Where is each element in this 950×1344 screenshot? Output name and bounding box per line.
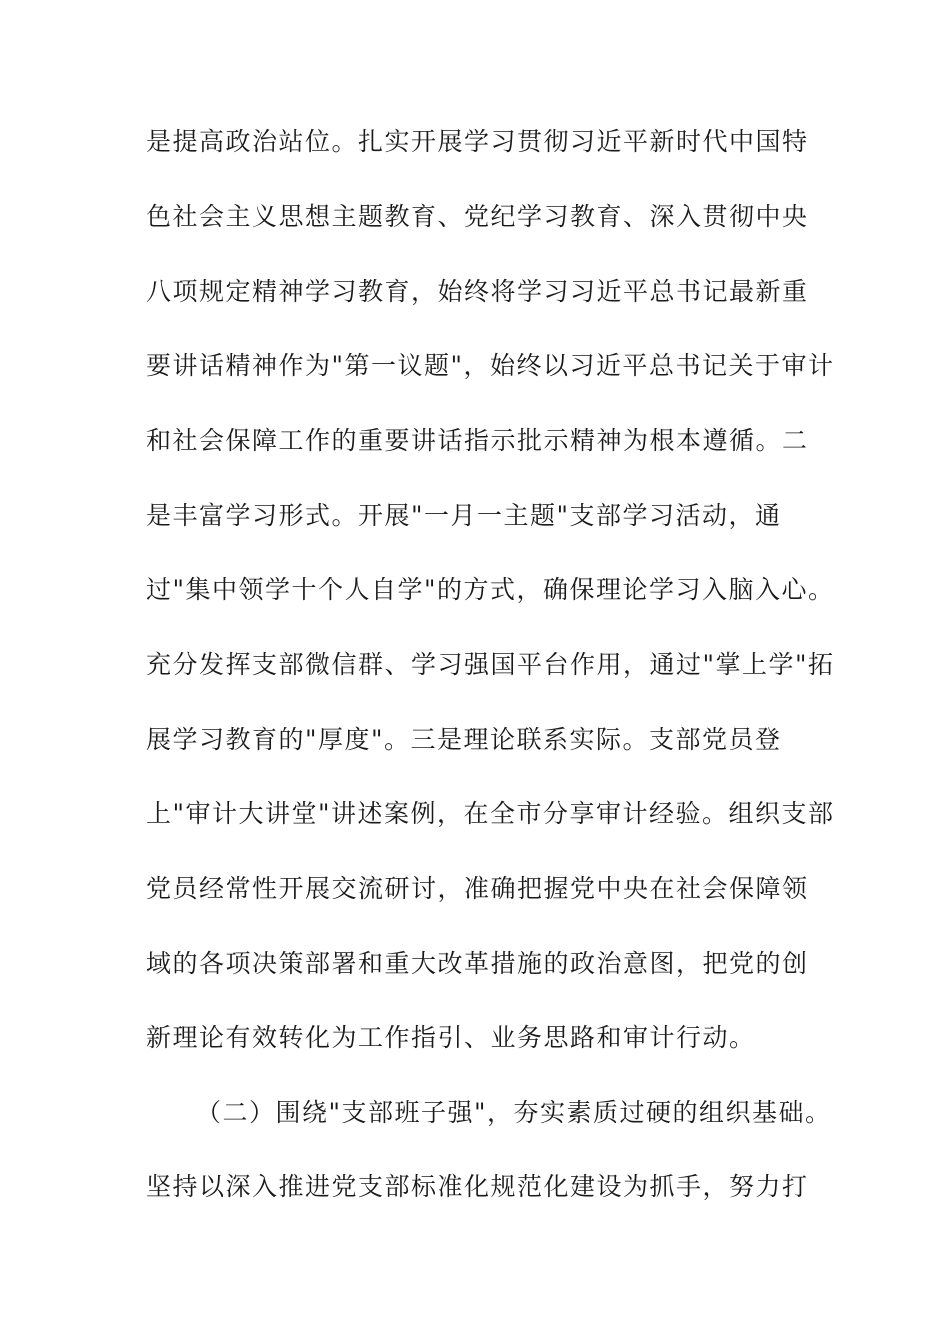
- text-line: 过"集中领学十个人自学"的方式，确保理论学习入脑入心。: [146, 575, 835, 604]
- section-heading: （二）围绕"支部班子强"，夯实素质过硬的组织基础。: [196, 1098, 832, 1127]
- text-line: 上"审计大讲堂"讲述案例，在全市分享审计经验。组织支部: [146, 799, 835, 828]
- text-line: 是提高政治站位。扎实开展学习贯彻习近平新时代中国特: [146, 127, 809, 156]
- text-line: 展学习教育的"厚度"。三是理论联系实际。支部党员登: [146, 725, 782, 754]
- text-line: 域的各项决策部署和重大改革措施的政治意图，把党的创: [146, 949, 809, 978]
- text-line: 党员经常性开展交流研讨，准确把握党中央在社会保障领: [146, 874, 809, 903]
- text-line: 坚持以深入推进党支部标准化规范化建设为抓手，努力打: [146, 1172, 809, 1201]
- text-line: 充分发挥支部微信群、学习强国平台作用，通过"掌上学"拓: [146, 650, 835, 679]
- text-line: 要讲话精神作为"第一议题"，始终以习近平总书记关于审计: [146, 351, 835, 380]
- text-line: 色社会主义思想主题教育、党纪学习教育、深入贯彻中央: [146, 202, 809, 231]
- text-line: 和社会保障工作的重要讲话指示批示精神为根本遵循。二: [146, 426, 809, 455]
- text-line: 新理论有效转化为工作指引、业务思路和审计行动。: [146, 1023, 756, 1052]
- text-line: 是丰富学习形式。开展"一月一主题"支部学习活动，通: [146, 501, 782, 530]
- text-line: 八项规定精神学习教育，始终将学习习近平总书记最新重: [146, 277, 809, 306]
